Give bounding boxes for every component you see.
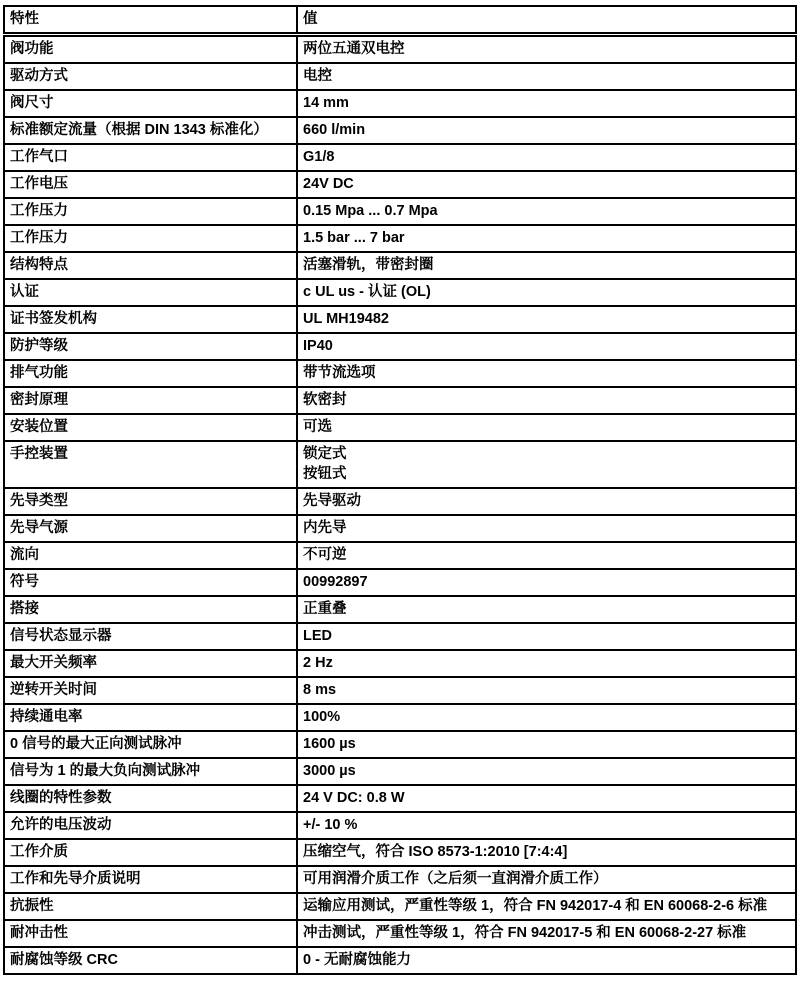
property-cell: 安装位置 (4, 414, 297, 441)
value-cell (297, 387, 796, 414)
value-line: 8 ms (303, 682, 337, 698)
value-cell (297, 171, 796, 198)
value-cell (297, 90, 796, 117)
value-cell (297, 63, 796, 90)
value-cell (297, 144, 796, 171)
value-line: 锁定式 (303, 446, 347, 462)
table-row (4, 542, 796, 569)
table-row (4, 731, 796, 758)
table-row (4, 839, 796, 866)
property-cell: 证书签发机构 (4, 306, 297, 333)
property-cell: 符号 (4, 569, 297, 596)
value-cell (297, 893, 796, 920)
value-line: 可用润滑介质工作（之后须一直润滑介质工作） (303, 871, 608, 887)
property-cell: 认证 (4, 279, 297, 306)
table-row (4, 35, 796, 64)
value-cell (297, 441, 796, 488)
value-cell (297, 333, 796, 360)
property-cell: 工作压力 (4, 225, 297, 252)
property-cell: 先导气源 (4, 515, 297, 542)
value-cell (297, 866, 796, 893)
table-row (4, 198, 796, 225)
value-line: G1/8 (303, 149, 335, 165)
property-cell: 驱动方式 (4, 63, 297, 90)
table-row (4, 144, 796, 171)
table-row (4, 252, 796, 279)
property-cell: 密封原理 (4, 387, 297, 414)
table-row (4, 758, 796, 785)
property-cell: 线圈的特性参数 (4, 785, 297, 812)
value-line: 3000 µs (303, 763, 356, 779)
value-line: 电控 (303, 68, 332, 84)
property-cell: 工作气口 (4, 144, 297, 171)
table-row (4, 488, 796, 515)
value-cell (297, 542, 796, 569)
property-cell: 耐冲击性 (4, 920, 297, 947)
value-cell (297, 947, 796, 974)
value-line: 软密封 (303, 392, 347, 408)
table-row (4, 785, 796, 812)
value-line: 正重叠 (303, 601, 347, 617)
value-line: 1.5 bar ... 7 bar (303, 230, 405, 246)
property-cell: 允许的电压波动 (4, 812, 297, 839)
table-row (4, 279, 796, 306)
value-line: 按钮式 (303, 466, 347, 482)
value-cell (297, 812, 796, 839)
table-row (4, 225, 796, 252)
table-row (4, 441, 796, 488)
property-cell: 最大开关频率 (4, 650, 297, 677)
table-row (4, 171, 796, 198)
table-row (4, 866, 796, 893)
value-cell (297, 198, 796, 225)
value-line: 24 V DC: 0.8 W (303, 790, 405, 806)
property-cell: 逆转开关时间 (4, 677, 297, 704)
header-row (4, 6, 796, 35)
property-cell: 信号状态显示器 (4, 623, 297, 650)
value-cell (297, 515, 796, 542)
value-line: 1600 µs (303, 736, 356, 752)
value-cell (297, 731, 796, 758)
value-line: +/- 10 % (303, 817, 358, 833)
value-line: 100% (303, 709, 341, 725)
table-row (4, 569, 796, 596)
property-cell: 阀功能 (4, 35, 297, 64)
spec-table (3, 5, 797, 975)
value-line: 2 Hz (303, 655, 333, 671)
property-cell: 结构特点 (4, 252, 297, 279)
table-row (4, 623, 796, 650)
table-row (4, 947, 796, 974)
value-line: IP40 (303, 338, 333, 354)
value-cell (297, 488, 796, 515)
table-row (4, 117, 796, 144)
table-row (4, 63, 796, 90)
value-line: 带节流选项 (303, 365, 376, 381)
value-line: 冲击测试，严重性等级 1，符合 FN 942017-5 和 EN 60068-2-27 标准 (303, 925, 747, 941)
property-cell: 手控装置 (4, 441, 297, 488)
value-line: 压缩空气，符合 ISO 8573-1:2010 [7:4:4] (303, 844, 568, 860)
value-line: 内先导 (303, 520, 347, 536)
value-cell (297, 360, 796, 387)
value-cell (297, 117, 796, 144)
value-cell (297, 758, 796, 785)
property-cell: 搭接 (4, 596, 297, 623)
property-cell: 工作介质 (4, 839, 297, 866)
value-line: 14 mm (303, 95, 349, 111)
value-cell (297, 839, 796, 866)
property-cell: 阀尺寸 (4, 90, 297, 117)
value-cell (297, 569, 796, 596)
table-row (4, 704, 796, 731)
value-line: 24V DC (303, 176, 354, 192)
property-cell: 排气功能 (4, 360, 297, 387)
value-line: LED (303, 628, 332, 644)
value-line: 不可逆 (303, 547, 347, 563)
value-cell (297, 677, 796, 704)
table-row (4, 90, 796, 117)
table-row (4, 515, 796, 542)
table-row (4, 893, 796, 920)
header-property: 特性 (4, 6, 297, 35)
value-line: 660 l/min (303, 122, 366, 138)
table-row (4, 333, 796, 360)
table-row (4, 414, 796, 441)
property-cell: 工作和先导介质说明 (4, 866, 297, 893)
value-line: 两位五通双电控 (303, 41, 405, 57)
value-cell (297, 35, 796, 64)
value-line: 活塞滑轨，带密封圈 (303, 257, 434, 273)
property-cell: 工作压力 (4, 198, 297, 225)
table-row (4, 677, 796, 704)
table-row (4, 306, 796, 333)
property-cell: 防护等级 (4, 333, 297, 360)
value-cell (297, 225, 796, 252)
spec-table-header (4, 6, 796, 35)
property-cell: 抗振性 (4, 893, 297, 920)
value-cell (297, 920, 796, 947)
property-cell: 持续通电率 (4, 704, 297, 731)
value-cell (297, 623, 796, 650)
value-line: 0 - 无耐腐蚀能力 (303, 952, 411, 968)
table-row (4, 360, 796, 387)
value-cell (297, 704, 796, 731)
value-line: 00992897 (303, 574, 368, 590)
property-cell: 0 信号的最大正向测试脉冲 (4, 731, 297, 758)
value-cell (297, 650, 796, 677)
value-line: 0.15 Mpa ... 0.7 Mpa (303, 203, 438, 219)
table-row (4, 650, 796, 677)
property-cell: 标准额定流量（根据 DIN 1343 标准化） (4, 117, 297, 144)
value-cell (297, 279, 796, 306)
value-cell (297, 414, 796, 441)
property-cell: 信号为 1 的最大负向测试脉冲 (4, 758, 297, 785)
table-row (4, 596, 796, 623)
table-row (4, 387, 796, 414)
value-cell (297, 596, 796, 623)
value-line: 可选 (303, 419, 332, 435)
value-line: UL MH19482 (303, 311, 389, 327)
property-cell: 工作电压 (4, 171, 297, 198)
table-row (4, 812, 796, 839)
value-line: 运输应用测试，严重性等级 1，符合 FN 942017-4 和 EN 60068-2-6 标准 (303, 898, 768, 914)
value-line: c UL us - 认证 (OL) (303, 284, 431, 300)
value-cell (297, 306, 796, 333)
header-value: 值 (297, 6, 796, 35)
property-cell: 耐腐蚀等级 CRC (4, 947, 297, 974)
table-row (4, 920, 796, 947)
value-line: 先导驱动 (303, 493, 361, 509)
value-cell (297, 252, 796, 279)
value-cell (297, 785, 796, 812)
property-cell: 先导类型 (4, 488, 297, 515)
spec-table-body (4, 35, 796, 975)
property-cell: 流向 (4, 542, 297, 569)
